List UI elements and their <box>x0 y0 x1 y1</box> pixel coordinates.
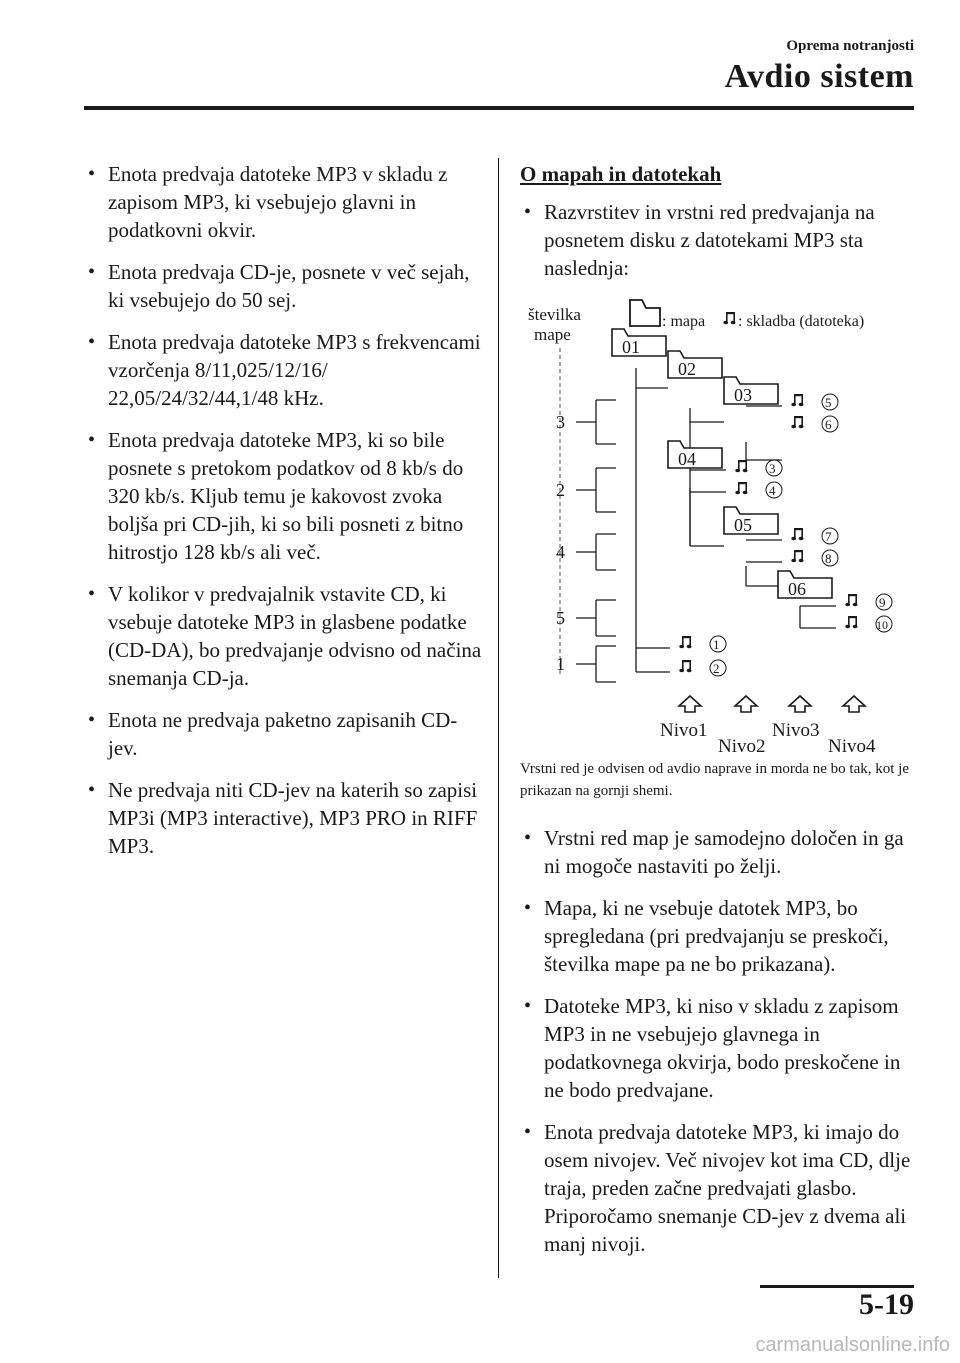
track-8 <box>791 550 838 566</box>
list-item: • Enota ne predvaja paketno zapisanih CD-jev. <box>84 706 484 762</box>
folder-number: 1 <box>556 654 565 674</box>
track-1 <box>679 636 726 652</box>
folder-number-label: številka <box>528 305 581 324</box>
level-arrow-icon <box>735 696 757 712</box>
level-arrow-icon <box>789 696 811 712</box>
list-item: • Enota predvaja datoteke MP3, ki so bile posnete s pretokom podatkov od 8 kb/s do 320 kb/s. Kljub temu je kakovost zvoka boljša pri CD-jih, ki so bili posneti z bitno hitrostjo 128 kb/s ali več. <box>84 426 484 566</box>
svg-text:7: 7 <box>825 529 832 544</box>
column-divider <box>498 158 499 1278</box>
svg-text:04: 04 <box>678 449 696 469</box>
list-item: • Enota predvaja datoteke MP3 s frekvencami vzorčenja 8/11,025/12/16/ 22,05/24/32/44,1/48 kHz. <box>84 328 484 412</box>
track-7 <box>791 528 838 544</box>
level-arrow-icon <box>679 696 701 712</box>
list-item: • Ne predvaja niti CD-jev na katerih so zapisi MP3i (MP3 interactive), MP3 PRO in RIFF MP3. <box>84 776 484 860</box>
folder-number: 2 <box>556 480 565 500</box>
svg-text:10: 10 <box>876 618 888 632</box>
list-item: • Mapa, ki ne vsebuje datotek MP3, bo spregledana (pri predvajanju se preskoči, številka mape pa ne bo prikazana). <box>520 894 920 978</box>
folder-legend-icon <box>630 300 660 326</box>
left-bullet-list <box>84 160 484 860</box>
folder-number: 4 <box>556 542 565 562</box>
list-item: • V kolikor v predvajalnik vstavite CD, ki vsebuje datoteke MP3 in glasbene podatke (CD-DA), bo predvajanje odvisno od načina snemanja CD-ja. <box>84 580 484 692</box>
track-9 <box>845 594 892 610</box>
watermark: carmanualsonline.info <box>755 1334 950 1356</box>
folder-number-label-line2: mape <box>534 325 571 344</box>
svg-text:2: 2 <box>713 661 720 676</box>
svg-text:06: 06 <box>788 579 806 599</box>
level-arrow-icon <box>843 696 865 712</box>
track-6 <box>791 416 838 432</box>
track-4 <box>735 482 782 498</box>
track-3 <box>735 460 782 476</box>
folder-02 <box>668 351 722 379</box>
page-title: Avdio sistem <box>724 58 914 95</box>
folder-04 <box>668 441 722 469</box>
svg-text:9: 9 <box>879 595 886 610</box>
folder-05 <box>724 507 778 535</box>
svg-text:6: 6 <box>825 417 832 432</box>
track-2 <box>679 660 726 676</box>
level-label: Nivo2 <box>718 736 766 756</box>
folder-number: 3 <box>556 412 565 432</box>
header-rule <box>84 106 914 110</box>
folder-01 <box>612 329 666 357</box>
folder-structure-diagram <box>520 296 920 756</box>
svg-text:01: 01 <box>622 337 640 357</box>
right-column <box>520 160 920 1272</box>
svg-text:3: 3 <box>769 461 776 476</box>
list-item: • Enota predvaja datoteke MP3 v skladu z zapisom MP3, ki vsebujejo glavni in podatkovni okvir. <box>84 160 484 244</box>
legend-folder-label: : mapa <box>662 313 706 330</box>
svg-text:03: 03 <box>734 385 752 405</box>
level-label: Nivo4 <box>828 736 876 756</box>
level-label: Nivo3 <box>772 720 820 741</box>
list-item: • Enota predvaja CD-je, posnete v več sejah, ki vsebujejo do 50 sej. <box>84 258 484 314</box>
track-10 <box>845 616 892 632</box>
diagram-caption: Vrstni red je odvisen od avdio naprave in morda ne bo tak, kot je prikazan na gornji shemi. <box>520 761 909 799</box>
track-5 <box>791 394 838 410</box>
svg-text:05: 05 <box>734 515 752 535</box>
section-heading: O mapah in datotekah <box>520 162 722 186</box>
list-item: • Enota predvaja datoteke MP3, ki imajo do osem nivojev. Več nivojev kot ima CD, dlje traja, preden začne predvajati glasbo. Priporočamo snemanje CD-jev z dvema ali manj nivoji. <box>520 1118 920 1258</box>
svg-text:8: 8 <box>825 551 832 566</box>
intro-bullet-list <box>520 198 920 282</box>
right-bullet-list <box>520 824 920 1258</box>
left-column <box>84 160 484 874</box>
svg-text:4: 4 <box>769 483 776 498</box>
svg-text:02: 02 <box>678 359 696 379</box>
legend-track-label: : skladba (datoteka) <box>738 313 865 330</box>
svg-text:1: 1 <box>713 637 720 652</box>
section-title: Oprema notranjosti <box>786 38 914 54</box>
music-note-icon <box>723 312 735 324</box>
folder-06 <box>778 571 832 599</box>
folder-number: 5 <box>556 608 565 628</box>
svg-text:5: 5 <box>825 395 832 410</box>
list-item: • Datoteke MP3, ki niso v skladu z zapisom MP3 in ne vsebujejo glavnega in podatkovnega okvirja, bodo preskočene in ne bodo predvajane. <box>520 992 920 1104</box>
level-label: Nivo1 <box>660 720 708 741</box>
folder-03 <box>724 377 778 405</box>
page-number: 5-19 <box>859 1288 914 1321</box>
list-item: • Razvrstitev in vrstni red predvajanja na posnetem disku z datotekami MP3 sta naslednja: <box>520 198 920 282</box>
list-item: • Vrstni red map je samodejno določen in ga ni mogoče nastaviti po želji. <box>520 824 920 880</box>
